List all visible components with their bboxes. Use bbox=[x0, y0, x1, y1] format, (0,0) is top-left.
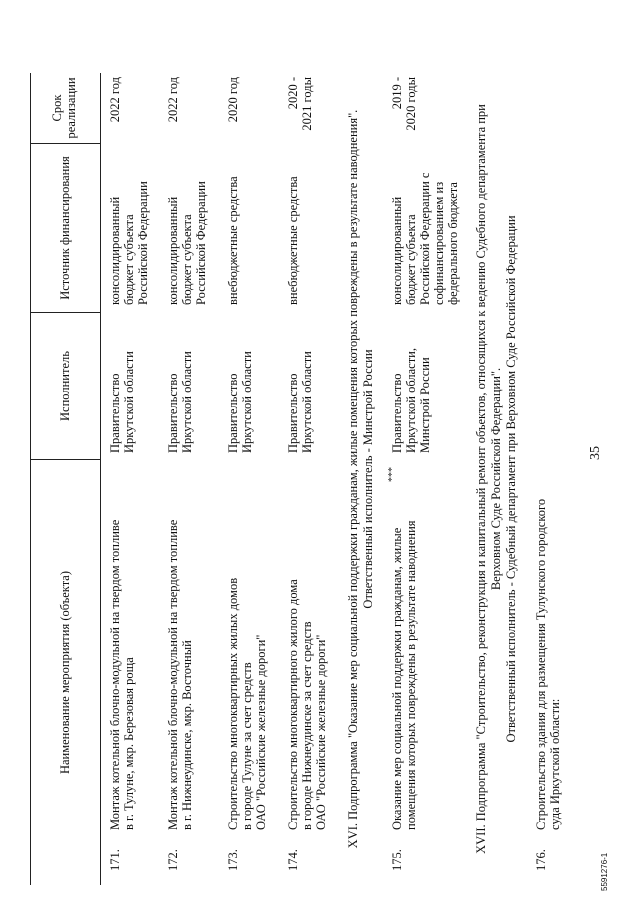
row-source: внебюджетные средства bbox=[286, 176, 300, 305]
row-number: 176. bbox=[534, 849, 548, 871]
row-executor: Правительство Иркутской области bbox=[108, 351, 136, 453]
row-number: 172. bbox=[166, 849, 180, 871]
header-executor: Исполнитель bbox=[58, 351, 72, 421]
row-term: 2020 - 2021 годы bbox=[286, 77, 314, 131]
row-executor: Правительство Иркутской области, Минстрой России bbox=[390, 348, 432, 453]
row-number: 173. bbox=[226, 849, 240, 871]
header-source: Источник финансирования bbox=[58, 156, 72, 300]
footnote-marker: *** bbox=[387, 467, 398, 482]
row-source: консолидированный бюджет субъекта Российской Федерации bbox=[166, 181, 208, 305]
row-term: 2020 год bbox=[226, 77, 240, 123]
subprogram-16-executor: Ответственный исполнитель - Минстрой России bbox=[361, 349, 375, 609]
row-name: Монтаж котельной блочно-модульной на твердом топливе в г. Нижнеудинске, мкр. Восточный bbox=[166, 519, 194, 830]
header-term: Срок реализации bbox=[50, 77, 78, 139]
row-name: Строительство многоквартирных жилых домов в городе Тулуне за счет средств ОАО "Российские железные дороги" bbox=[226, 577, 268, 830]
subprogram-17-executor: Ответственный исполнитель - Судебный департамент при Верховном Суде Российской Федерации bbox=[504, 215, 518, 743]
subprogram-16-title: XVI. Подпрограмма "Оказание мер социальной поддержки гражданам, жилые помещения которых повреждены в результате наводнения". bbox=[346, 109, 360, 849]
document-code: 5591276-1 bbox=[600, 852, 609, 891]
table-header-rule bbox=[100, 73, 101, 885]
row-term: 2022 год bbox=[108, 77, 122, 123]
row-source: внебюджетные средства bbox=[226, 176, 240, 305]
row-executor: Правительство Иркутской области bbox=[286, 351, 314, 453]
row-name: Строительство многоквартирного жилого дома в городе Нижнеудинске за счет средств ОАО "Российские железные дороги" bbox=[286, 579, 328, 830]
row-number: 175. bbox=[390, 849, 404, 871]
subprogram-17-title: XVII. Подпрограмма "Строительство, реконструкция и капитальный ремонт объектов, относящихся к ведению Судебного департамента при bbox=[474, 104, 488, 854]
row-term: 2019 - 2020 годы bbox=[390, 77, 418, 131]
row-executor: Правительство Иркутской области bbox=[166, 351, 194, 453]
row-term: 2022 год bbox=[166, 77, 180, 123]
row-source: консолидированный бюджет субъекта Российской Федерации с софинансированием из федерального бюджета bbox=[390, 172, 460, 305]
row-executor: Правительство Иркутской области bbox=[226, 351, 254, 453]
row-number: 174. bbox=[286, 849, 300, 871]
header-name: Наименование мероприятия (объекта) bbox=[58, 570, 72, 775]
row-source: консолидированный бюджет субъекта Российской Федерации bbox=[108, 181, 150, 305]
subprogram-17-title-cont: Верховном Суде Российской Федерации". bbox=[489, 367, 503, 591]
row-name: Оказание мер социальной поддержки гражданам, жилые помещения которых повреждены в результате наводнения bbox=[390, 520, 418, 830]
row-name: Монтаж котельной блочно-модульной на твердом топливе в г. Тулуне, мкр. Березовая роща bbox=[108, 519, 136, 830]
row-number: 171. bbox=[108, 849, 122, 871]
row-name: Строительство здания для размещения Тулунского городского суда Иркутской области: bbox=[534, 498, 562, 830]
table-top-rule bbox=[30, 73, 31, 885]
page-number: 35 bbox=[588, 446, 603, 460]
